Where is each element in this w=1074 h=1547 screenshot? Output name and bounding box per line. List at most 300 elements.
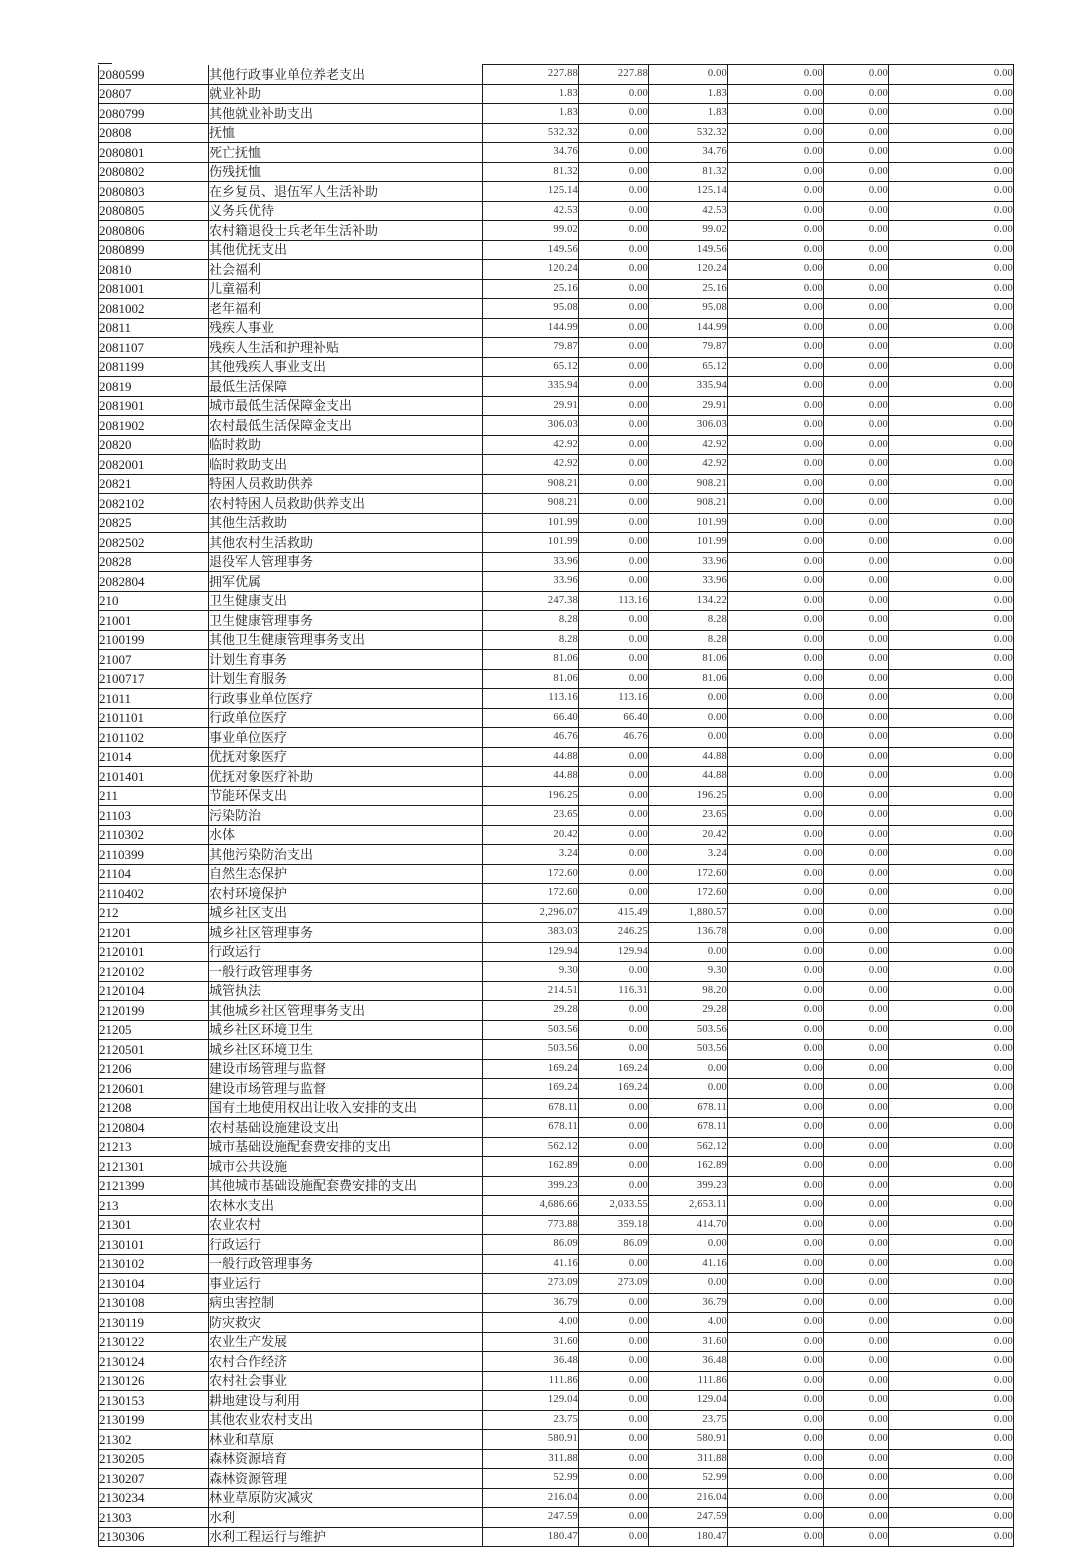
row-code: 2130102 [99, 1254, 209, 1274]
row-value-3: 335.94 [649, 377, 728, 397]
row-value-4: 0.00 [728, 435, 824, 455]
row-value-5: 0.00 [824, 864, 889, 884]
row-value-5: 0.00 [824, 611, 889, 631]
row-value-3: 311.88 [649, 1449, 728, 1469]
row-value-4: 0.00 [728, 1313, 824, 1333]
row-value-1: 23.65 [483, 806, 579, 826]
row-value-5: 0.00 [824, 962, 889, 982]
row-value-3: 180.47 [649, 1527, 728, 1547]
row-value-5: 0.00 [824, 1371, 889, 1391]
row-name: 临时救助支出 [209, 455, 483, 475]
row-code: 2081901 [99, 396, 209, 416]
row-value-2: 0.00 [579, 1410, 649, 1430]
row-value-1: 31.60 [483, 1332, 579, 1352]
row-value-2: 0.00 [579, 221, 649, 241]
row-value-1: 20.42 [483, 825, 579, 845]
row-code: 2130101 [99, 1235, 209, 1255]
table-row [99, 1118, 1014, 1138]
row-value-1: 196.25 [483, 786, 579, 806]
row-code: 2080599 [99, 65, 209, 85]
row-value-3: 33.96 [649, 572, 728, 592]
row-value-3: 81.32 [649, 162, 728, 182]
row-value-4: 0.00 [728, 1079, 824, 1099]
row-code: 2120501 [99, 1040, 209, 1060]
row-value-5: 0.00 [824, 435, 889, 455]
row-code: 2081002 [99, 299, 209, 319]
row-name: 农村最低生活保障金支出 [209, 416, 483, 436]
row-value-5: 0.00 [824, 65, 889, 85]
row-value-2: 227.88 [579, 65, 649, 85]
row-code: 20825 [99, 513, 209, 533]
row-value-4: 0.00 [728, 182, 824, 202]
row-name: 水利 [209, 1508, 483, 1528]
row-value-6: 0.00 [889, 1118, 1014, 1138]
row-name: 退役军人管理事务 [209, 552, 483, 572]
row-value-3: 44.88 [649, 767, 728, 787]
row-value-2: 0.00 [579, 1020, 649, 1040]
row-value-2: 113.16 [579, 689, 649, 709]
row-value-5: 0.00 [824, 650, 889, 670]
row-value-3: 306.03 [649, 416, 728, 436]
row-value-4: 0.00 [728, 1293, 824, 1313]
row-value-5: 0.00 [824, 1332, 889, 1352]
row-code: 2082102 [99, 494, 209, 514]
row-value-3: 0.00 [649, 708, 728, 728]
row-value-2: 86.09 [579, 1235, 649, 1255]
row-value-6: 0.00 [889, 494, 1014, 514]
row-value-5: 0.00 [824, 1176, 889, 1196]
row-value-2: 0.00 [579, 162, 649, 182]
table-row [99, 962, 1014, 982]
row-name: 死亡抚恤 [209, 143, 483, 163]
table-row [99, 1391, 1014, 1411]
row-code: 20811 [99, 318, 209, 338]
row-value-4: 0.00 [728, 864, 824, 884]
row-value-4: 0.00 [728, 825, 824, 845]
row-code: 2080801 [99, 143, 209, 163]
row-value-4: 0.00 [728, 279, 824, 299]
table-row [99, 1196, 1014, 1216]
row-value-4: 0.00 [728, 1371, 824, 1391]
row-value-2: 0.00 [579, 1137, 649, 1157]
row-value-1: 678.11 [483, 1118, 579, 1138]
row-value-6: 0.00 [889, 1293, 1014, 1313]
row-name: 城乡社区支出 [209, 903, 483, 923]
row-value-1: 81.32 [483, 162, 579, 182]
row-code: 2082502 [99, 533, 209, 553]
row-value-3: 52.99 [649, 1469, 728, 1489]
row-value-3: 162.89 [649, 1157, 728, 1177]
row-name: 社会福利 [209, 260, 483, 280]
row-value-1: 162.89 [483, 1157, 579, 1177]
row-value-5: 0.00 [824, 1098, 889, 1118]
row-value-1: 81.06 [483, 650, 579, 670]
table-row [99, 162, 1014, 182]
row-name: 在乡复员、退伍军人生活补助 [209, 182, 483, 202]
row-value-1: 29.28 [483, 1001, 579, 1021]
row-value-4: 0.00 [728, 630, 824, 650]
row-value-5: 0.00 [824, 494, 889, 514]
row-code: 2080899 [99, 240, 209, 260]
row-value-1: 66.40 [483, 708, 579, 728]
table-row [99, 1235, 1014, 1255]
row-value-1: 503.56 [483, 1020, 579, 1040]
row-value-1: 34.76 [483, 143, 579, 163]
row-value-4: 0.00 [728, 786, 824, 806]
row-value-1: 129.04 [483, 1391, 579, 1411]
table-row [99, 201, 1014, 221]
row-name: 林业草原防灾减灾 [209, 1488, 483, 1508]
row-value-3: 111.86 [649, 1371, 728, 1391]
table-row [99, 1332, 1014, 1352]
row-value-4: 0.00 [728, 201, 824, 221]
row-value-4: 0.00 [728, 1235, 824, 1255]
row-name: 建设市场管理与监督 [209, 1079, 483, 1099]
table-row [99, 260, 1014, 280]
row-value-2: 0.00 [579, 533, 649, 553]
row-value-2: 0.00 [579, 1176, 649, 1196]
row-value-1: 3.24 [483, 845, 579, 865]
row-value-2: 0.00 [579, 182, 649, 202]
row-value-3: 95.08 [649, 299, 728, 319]
table-row [99, 1293, 1014, 1313]
row-value-2: 0.00 [579, 1040, 649, 1060]
row-value-1: 81.06 [483, 669, 579, 689]
row-value-4: 0.00 [728, 84, 824, 104]
row-value-2: 0.00 [579, 630, 649, 650]
row-value-3: 41.16 [649, 1254, 728, 1274]
row-value-3: 23.65 [649, 806, 728, 826]
row-value-1: 101.99 [483, 513, 579, 533]
row-value-4: 0.00 [728, 1527, 824, 1547]
row-value-1: 169.24 [483, 1059, 579, 1079]
row-value-6: 0.00 [889, 903, 1014, 923]
row-value-5: 0.00 [824, 396, 889, 416]
row-value-1: 1.83 [483, 104, 579, 124]
row-value-2: 0.00 [579, 864, 649, 884]
row-name: 就业补助 [209, 84, 483, 104]
row-value-3: 134.22 [649, 591, 728, 611]
row-value-5: 0.00 [824, 1235, 889, 1255]
row-value-5: 0.00 [824, 104, 889, 124]
row-value-3: 42.53 [649, 201, 728, 221]
row-value-2: 113.16 [579, 591, 649, 611]
row-value-5: 0.00 [824, 1527, 889, 1547]
row-name: 城乡社区管理事务 [209, 923, 483, 943]
row-code: 2082804 [99, 572, 209, 592]
row-value-5: 0.00 [824, 1118, 889, 1138]
table-row [99, 1274, 1014, 1294]
row-value-4: 0.00 [728, 357, 824, 377]
row-name: 农村环境保护 [209, 884, 483, 904]
row-value-6: 0.00 [889, 338, 1014, 358]
row-value-3: 247.59 [649, 1508, 728, 1528]
table-row [99, 533, 1014, 553]
row-code: 2100199 [99, 630, 209, 650]
row-value-5: 0.00 [824, 767, 889, 787]
row-value-6: 0.00 [889, 1527, 1014, 1547]
table-body [99, 65, 1014, 1547]
row-value-2: 415.49 [579, 903, 649, 923]
row-value-5: 0.00 [824, 903, 889, 923]
row-value-1: 9.30 [483, 962, 579, 982]
row-value-3: 0.00 [649, 1079, 728, 1099]
table-row [99, 84, 1014, 104]
row-value-6: 0.00 [889, 1098, 1014, 1118]
row-value-3: 79.87 [649, 338, 728, 358]
row-value-2: 0.00 [579, 494, 649, 514]
row-value-2: 0.00 [579, 1254, 649, 1274]
row-value-5: 0.00 [824, 260, 889, 280]
row-value-5: 0.00 [824, 513, 889, 533]
row-value-5: 0.00 [824, 1254, 889, 1274]
row-value-1: 44.88 [483, 747, 579, 767]
row-name: 森林资源培育 [209, 1449, 483, 1469]
row-value-6: 0.00 [889, 318, 1014, 338]
row-name: 抚恤 [209, 123, 483, 143]
row-name: 自然生态保护 [209, 864, 483, 884]
row-name: 事业运行 [209, 1274, 483, 1294]
row-value-4: 0.00 [728, 396, 824, 416]
row-value-4: 0.00 [728, 455, 824, 475]
row-value-6: 0.00 [889, 1352, 1014, 1372]
row-value-1: 169.24 [483, 1079, 579, 1099]
table-row [99, 299, 1014, 319]
table-row [99, 708, 1014, 728]
row-value-6: 0.00 [889, 1371, 1014, 1391]
row-value-4: 0.00 [728, 162, 824, 182]
row-value-4: 0.00 [728, 221, 824, 241]
row-value-5: 0.00 [824, 1410, 889, 1430]
row-name: 农村合作经济 [209, 1352, 483, 1372]
table-row [99, 494, 1014, 514]
row-value-2: 0.00 [579, 1488, 649, 1508]
row-name: 森林资源管理 [209, 1469, 483, 1489]
row-value-6: 0.00 [889, 1332, 1014, 1352]
row-value-5: 0.00 [824, 728, 889, 748]
row-value-4: 0.00 [728, 806, 824, 826]
row-value-1: 42.53 [483, 201, 579, 221]
table-row [99, 572, 1014, 592]
row-name: 其他生活救助 [209, 513, 483, 533]
row-value-1: 44.88 [483, 767, 579, 787]
row-name: 节能环保支出 [209, 786, 483, 806]
row-value-6: 0.00 [889, 923, 1014, 943]
row-value-3: 0.00 [649, 689, 728, 709]
row-value-5: 0.00 [824, 591, 889, 611]
row-value-6: 0.00 [889, 104, 1014, 124]
row-code: 21201 [99, 923, 209, 943]
row-name: 优抚对象医疗补助 [209, 767, 483, 787]
row-value-5: 0.00 [824, 747, 889, 767]
row-value-2: 46.76 [579, 728, 649, 748]
row-value-4: 0.00 [728, 884, 824, 904]
row-code: 2130108 [99, 1293, 209, 1313]
row-value-4: 0.00 [728, 123, 824, 143]
row-value-1: 532.32 [483, 123, 579, 143]
row-value-6: 0.00 [889, 572, 1014, 592]
row-value-6: 0.00 [889, 221, 1014, 241]
row-value-3: 20.42 [649, 825, 728, 845]
row-value-1: 36.48 [483, 1352, 579, 1372]
row-value-6: 0.00 [889, 357, 1014, 377]
row-value-3: 99.02 [649, 221, 728, 241]
row-value-4: 0.00 [728, 747, 824, 767]
row-name: 农林水支出 [209, 1196, 483, 1216]
row-value-3: 144.99 [649, 318, 728, 338]
row-code: 2110399 [99, 845, 209, 865]
row-value-3: 34.76 [649, 143, 728, 163]
row-value-6: 0.00 [889, 747, 1014, 767]
row-value-2: 0.00 [579, 747, 649, 767]
row-value-1: 149.56 [483, 240, 579, 260]
row-value-2: 0.00 [579, 435, 649, 455]
row-code: 21205 [99, 1020, 209, 1040]
row-value-5: 0.00 [824, 318, 889, 338]
row-value-2: 0.00 [579, 806, 649, 826]
row-name: 一般行政管理事务 [209, 1254, 483, 1274]
row-value-5: 0.00 [824, 942, 889, 962]
row-value-3: 0.00 [649, 65, 728, 85]
row-value-6: 0.00 [889, 1274, 1014, 1294]
row-value-1: 273.09 [483, 1274, 579, 1294]
row-value-3: 23.75 [649, 1410, 728, 1430]
row-value-6: 0.00 [889, 825, 1014, 845]
row-value-4: 0.00 [728, 416, 824, 436]
row-name: 城乡社区环境卫生 [209, 1020, 483, 1040]
row-name: 行政事业单位医疗 [209, 689, 483, 709]
row-code: 2082001 [99, 455, 209, 475]
row-value-4: 0.00 [728, 65, 824, 85]
row-value-5: 0.00 [824, 123, 889, 143]
table-row [99, 104, 1014, 124]
row-value-4: 0.00 [728, 1118, 824, 1138]
row-value-4: 0.00 [728, 1469, 824, 1489]
row-value-5: 0.00 [824, 1313, 889, 1333]
row-value-1: 42.92 [483, 455, 579, 475]
table-row [99, 455, 1014, 475]
row-value-1: 180.47 [483, 1527, 579, 1547]
row-value-4: 0.00 [728, 591, 824, 611]
table-row [99, 942, 1014, 962]
table-row [99, 1079, 1014, 1099]
row-value-4: 0.00 [728, 494, 824, 514]
row-value-5: 0.00 [824, 279, 889, 299]
row-name: 最低生活保障 [209, 377, 483, 397]
row-value-2: 0.00 [579, 1449, 649, 1469]
table-row [99, 1001, 1014, 1021]
row-value-5: 0.00 [824, 845, 889, 865]
row-value-3: 1.83 [649, 104, 728, 124]
row-value-6: 0.00 [889, 65, 1014, 85]
row-value-6: 0.00 [889, 942, 1014, 962]
row-value-1: 678.11 [483, 1098, 579, 1118]
row-name: 事业单位医疗 [209, 728, 483, 748]
row-value-3: 42.92 [649, 455, 728, 475]
row-code: 2101102 [99, 728, 209, 748]
row-value-1: 36.79 [483, 1293, 579, 1313]
row-value-2: 0.00 [579, 1391, 649, 1411]
row-name: 农村社会事业 [209, 1371, 483, 1391]
row-value-4: 0.00 [728, 474, 824, 494]
row-value-1: 99.02 [483, 221, 579, 241]
row-value-1: 101.99 [483, 533, 579, 553]
row-value-5: 0.00 [824, 1079, 889, 1099]
row-value-6: 0.00 [889, 1137, 1014, 1157]
row-value-5: 0.00 [824, 981, 889, 1001]
row-value-3: 8.28 [649, 630, 728, 650]
table-row [99, 1508, 1014, 1528]
row-value-5: 0.00 [824, 552, 889, 572]
table-row [99, 1098, 1014, 1118]
row-value-6: 0.00 [889, 299, 1014, 319]
table-row [99, 669, 1014, 689]
row-value-2: 0.00 [579, 786, 649, 806]
row-code: 2120199 [99, 1001, 209, 1021]
row-value-4: 0.00 [728, 299, 824, 319]
row-name: 卫生健康支出 [209, 591, 483, 611]
row-value-5: 0.00 [824, 377, 889, 397]
row-code: 21301 [99, 1215, 209, 1235]
row-value-6: 0.00 [889, 591, 1014, 611]
row-value-5: 0.00 [824, 299, 889, 319]
row-value-6: 0.00 [889, 611, 1014, 631]
row-value-3: 136.78 [649, 923, 728, 943]
row-value-2: 0.00 [579, 1293, 649, 1313]
row-value-5: 0.00 [824, 201, 889, 221]
row-name: 残疾人生活和护理补贴 [209, 338, 483, 358]
row-value-3: 0.00 [649, 1059, 728, 1079]
row-value-2: 0.00 [579, 377, 649, 397]
row-value-6: 0.00 [889, 260, 1014, 280]
row-value-3: 908.21 [649, 474, 728, 494]
row-name: 水体 [209, 825, 483, 845]
row-value-5: 0.00 [824, 240, 889, 260]
table-row [99, 1371, 1014, 1391]
row-code: 211 [99, 786, 209, 806]
row-value-1: 41.16 [483, 1254, 579, 1274]
table-row [99, 377, 1014, 397]
row-value-5: 0.00 [824, 1157, 889, 1177]
row-value-1: 335.94 [483, 377, 579, 397]
row-value-4: 0.00 [728, 552, 824, 572]
table-row [99, 1527, 1014, 1547]
row-value-6: 0.00 [889, 1001, 1014, 1021]
row-value-5: 0.00 [824, 923, 889, 943]
row-value-3: 36.79 [649, 1293, 728, 1313]
row-code: 2081199 [99, 357, 209, 377]
table-row [99, 1020, 1014, 1040]
row-value-3: 8.28 [649, 611, 728, 631]
row-value-6: 0.00 [889, 981, 1014, 1001]
table-row [99, 1410, 1014, 1430]
row-value-4: 0.00 [728, 240, 824, 260]
row-value-2: 0.00 [579, 1332, 649, 1352]
row-value-5: 0.00 [824, 162, 889, 182]
row-name: 建设市场管理与监督 [209, 1059, 483, 1079]
row-value-1: 311.88 [483, 1449, 579, 1469]
row-value-3: 172.60 [649, 884, 728, 904]
row-name: 行政运行 [209, 1235, 483, 1255]
row-value-3: 0.00 [649, 1274, 728, 1294]
row-value-6: 0.00 [889, 962, 1014, 982]
row-name: 农业生产发展 [209, 1332, 483, 1352]
row-value-6: 0.00 [889, 1430, 1014, 1450]
row-value-2: 0.00 [579, 338, 649, 358]
row-value-1: 46.76 [483, 728, 579, 748]
row-value-4: 0.00 [728, 845, 824, 865]
row-value-5: 0.00 [824, 1059, 889, 1079]
